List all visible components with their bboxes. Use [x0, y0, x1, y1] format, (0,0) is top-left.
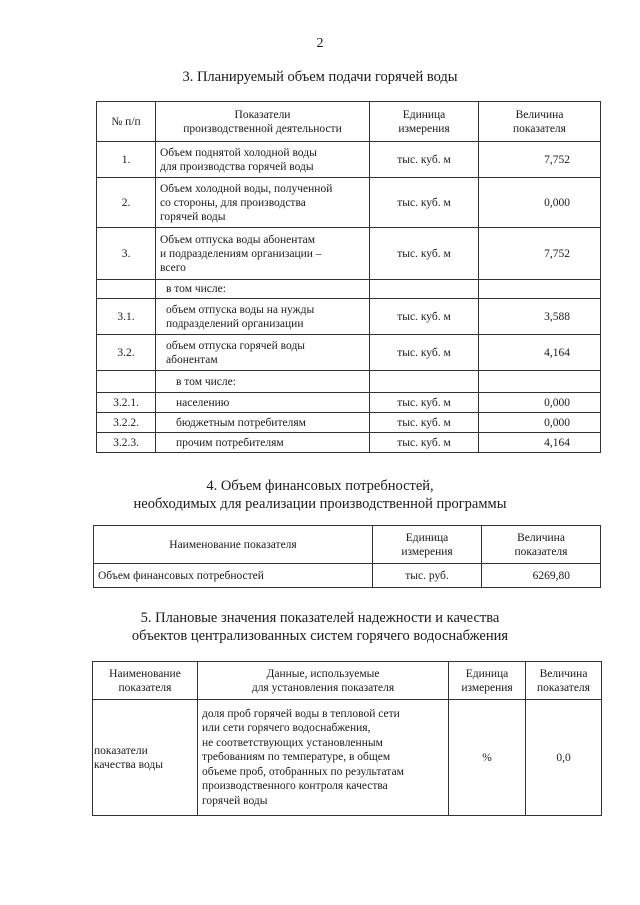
row-num: 3.2.1.: [97, 393, 156, 413]
table-row: [97, 228, 601, 280]
header-name: Наименование показателя: [94, 526, 373, 564]
row-unit: [370, 280, 479, 299]
header-value: Величина показателя: [482, 526, 601, 564]
row-num: 3.1.: [97, 299, 156, 335]
table-row: [97, 413, 601, 433]
row-name: в том числе:: [156, 280, 370, 299]
row-value: 3,588: [479, 299, 601, 335]
row-num: 3.2.2.: [97, 413, 156, 433]
row-unit: тыс. куб. м: [370, 299, 479, 335]
row-value: 4,164: [479, 335, 601, 371]
header-value: Величина показателя: [479, 102, 601, 142]
header-indicator: Показатели производственной деятельности: [156, 102, 370, 142]
row-name: Объем холодной воды, полученной со стороны, для производства горячей воды: [156, 178, 370, 228]
section5-title-line1: 5. Плановые значения показателей надежности и качества: [140, 610, 500, 626]
row-num: [97, 371, 156, 393]
financial-needs-table: [93, 525, 601, 588]
row-unit: тыс. куб. м: [370, 413, 479, 433]
header-unit: Единица измерения: [370, 102, 479, 142]
row-unit: тыс. куб. м: [370, 228, 479, 280]
row-value: 4,164: [479, 433, 601, 453]
header-num: № п/п: [97, 102, 156, 142]
table-row: [94, 564, 601, 588]
table-header-row: [94, 526, 601, 564]
row-value: 6269,80: [482, 564, 601, 588]
row-name: в том числе:: [156, 371, 370, 393]
row-name: объем отпуска воды на нужды подразделений организации: [156, 299, 370, 335]
row-unit: тыс. куб. м: [370, 433, 479, 453]
table-row: [97, 393, 601, 413]
row-name: Объем отпуска воды абонентам и подразделениям организации – всего: [156, 228, 370, 280]
section3-title: 3. Планируемый объем подачи горячей воды: [182, 69, 458, 85]
row-value: 0,000: [479, 393, 601, 413]
section5-title-line2: объектов централизованных систем горячего водоснабжения: [131, 628, 509, 644]
row-value: 7,752: [479, 228, 601, 280]
table-header-row: [97, 102, 601, 142]
row-unit: тыс. куб. м: [370, 178, 479, 228]
section4-title-line1: 4. Объем финансовых потребностей,: [206, 478, 434, 494]
row-value: 0,000: [479, 178, 601, 228]
row-num: 3.: [97, 228, 156, 280]
table-row: [97, 178, 601, 228]
table-row: [97, 371, 601, 393]
row-num: 2.: [97, 178, 156, 228]
table-row: [97, 433, 601, 453]
header-unit: Единица измерения: [373, 526, 482, 564]
table-row: [97, 335, 601, 371]
row-name: объем отпуска горячей воды абонентам: [156, 335, 370, 371]
table-row: [93, 700, 602, 816]
row-name: прочим потребителям: [156, 433, 370, 453]
row-unit: тыс. куб. м: [370, 142, 479, 178]
row-name: показатели качества воды: [93, 700, 198, 816]
row-unit: тыс. куб. м: [370, 393, 479, 413]
table-row: [97, 299, 601, 335]
row-num: [97, 280, 156, 299]
row-value: [479, 280, 601, 299]
row-unit: тыс. куб. м: [370, 335, 479, 371]
water-supply-table: [96, 101, 601, 453]
reliability-quality-table: [92, 661, 602, 816]
section4-title-line2: необходимых для реализации производственной программы: [133, 496, 507, 512]
table-row: [97, 142, 601, 178]
row-value: 7,752: [479, 142, 601, 178]
header-name: Наименование показателя: [93, 662, 198, 700]
table-row: [97, 280, 601, 299]
row-unit: %: [449, 700, 526, 816]
row-unit: тыс. руб.: [373, 564, 482, 588]
row-num: 3.2.: [97, 335, 156, 371]
header-value: Величина показателя: [526, 662, 602, 700]
row-unit: [370, 371, 479, 393]
row-name: Объем поднятой холодной воды для производства горячей воды: [156, 142, 370, 178]
row-name: населению: [156, 393, 370, 413]
table-header-row: [93, 662, 602, 700]
row-data: доля проб горячей воды в тепловой сети или сети горячего водоснабжения, не соответствующих установленным требованиям по температуре, в общем объеме проб, отобранных по результатам производственного контроля качества горячей воды: [198, 700, 449, 816]
row-value: [479, 371, 601, 393]
header-data: Данные, используемые для установления показателя: [198, 662, 449, 700]
row-name: Объем финансовых потребностей: [94, 564, 373, 588]
row-value: 0,000: [479, 413, 601, 433]
row-num: 3.2.3.: [97, 433, 156, 453]
row-num: 1.: [97, 142, 156, 178]
header-unit: Единица измерения: [449, 662, 526, 700]
page-number: 2: [316, 36, 324, 51]
row-value: 0,0: [526, 700, 602, 816]
row-name: бюджетным потребителям: [156, 413, 370, 433]
